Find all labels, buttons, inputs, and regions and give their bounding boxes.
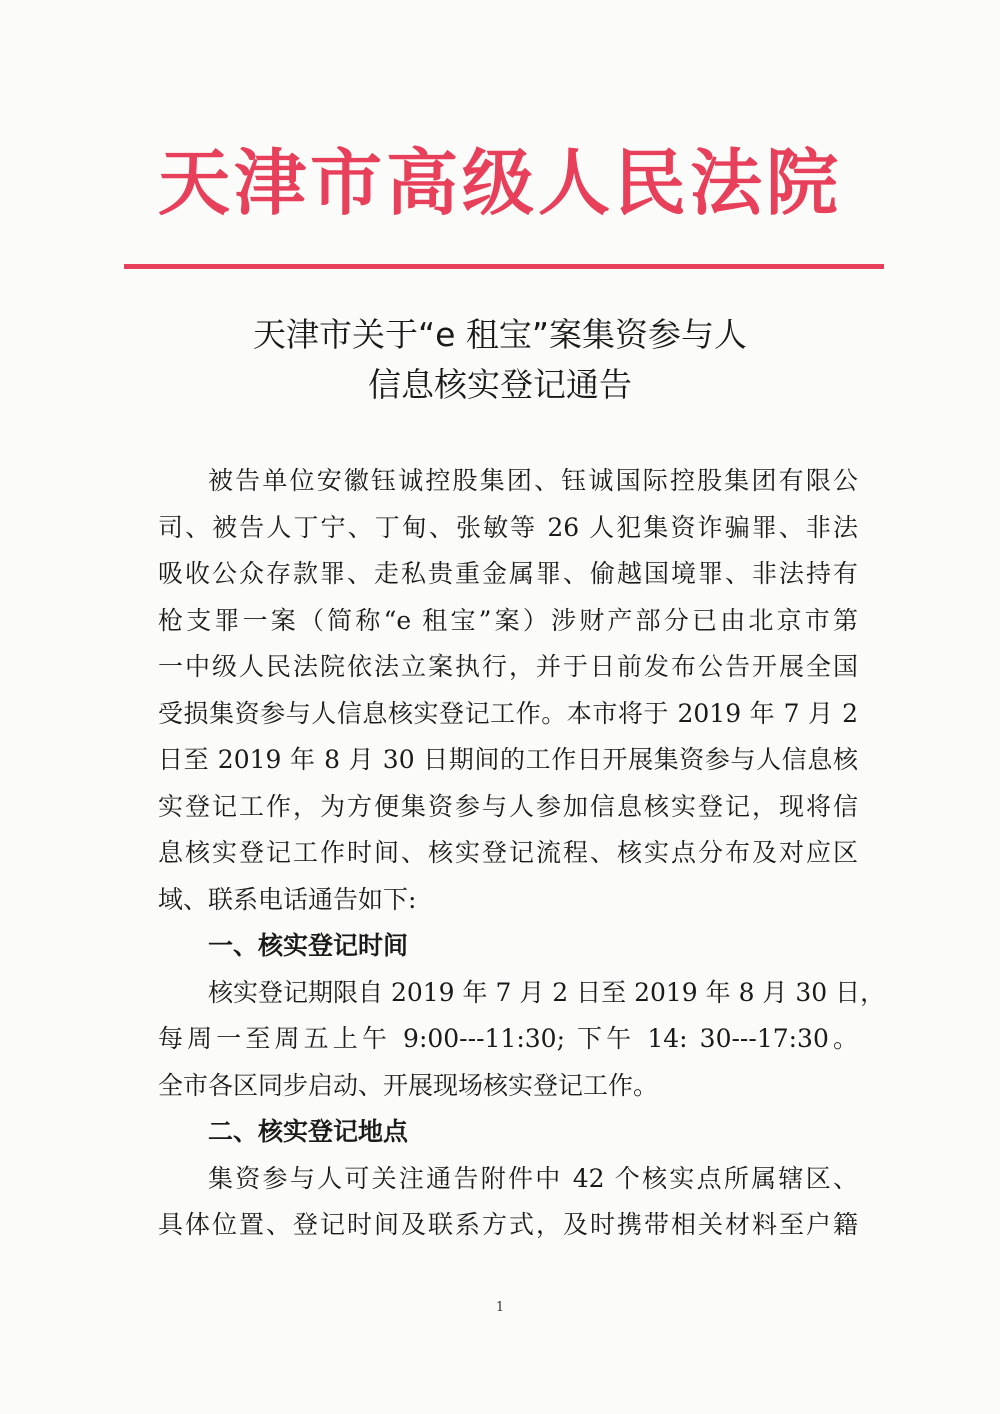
notice-title <box>0 310 1000 410</box>
red-divider-rule <box>124 264 884 269</box>
body-line: 全市各区同步启动、开展现场核实登记工作。 <box>158 1070 659 1100</box>
body-line: 核实登记期限自 2019 年 7 月 2 日至 2019 年 8 月 30 日， <box>208 977 886 1007</box>
notice-title-line-2: 信息核实登记通告 <box>368 365 632 404</box>
section-heading-time: 一、核实登记时间 <box>208 931 409 960</box>
body-line: 每周一至周五上午 9:00---11:30; 下午 14: 30---17:30。 <box>158 1024 858 1053</box>
body-line: 具体位置、登记时间及联系方式，及时携带相关材料至户籍 <box>158 1210 858 1239</box>
body-line: 集资参与人可关注通告附件中 42 个核实点所属辖区、 <box>208 1163 858 1193</box>
section-heading-location: 二、核实登记地点 <box>208 1117 409 1146</box>
body-line: 实登记工作，为方便集资参与人参加信息核实登记，现将信 <box>158 791 858 821</box>
notice-body <box>158 458 886 1249</box>
body-line: 日至 2019 年 8 月 30 日期间的工作日开展集资参与人信息核 <box>158 745 858 774</box>
body-line: 吸收公众存款罪、走私贵重金属罪、偷越国境罪、非法持有 <box>158 559 858 588</box>
notice-title-line-1: 天津市关于“e 租宝”案集资参与人 <box>253 315 747 354</box>
body-line: 司、被告人丁宁、丁甸、张敏等 26 人犯集资诈骗罪、非法 <box>158 512 858 542</box>
body-line: 一中级人民法院依法立案执行，并于日前发布公告开展全国 <box>158 652 858 681</box>
body-line: 被告单位安徽钰诚控股集团、钰诚国际控股集团有限公 <box>208 466 858 495</box>
body-line: 受损集资参与人信息核实登记工作。本市将于 2019 年 7 月 2 <box>158 698 858 728</box>
court-masthead: 天津市高级人民法院 <box>157 140 842 225</box>
body-line: 枪支罪一案（简称“e 租宝”案）涉财产部分已由北京市第 <box>158 605 858 635</box>
body-line: 息核实登记工作时间、核实登记流程、核实点分布及对应区 <box>158 838 858 867</box>
page-number: 1 <box>495 1300 505 1315</box>
body-line: 域、联系电话通告如下: <box>158 884 417 914</box>
